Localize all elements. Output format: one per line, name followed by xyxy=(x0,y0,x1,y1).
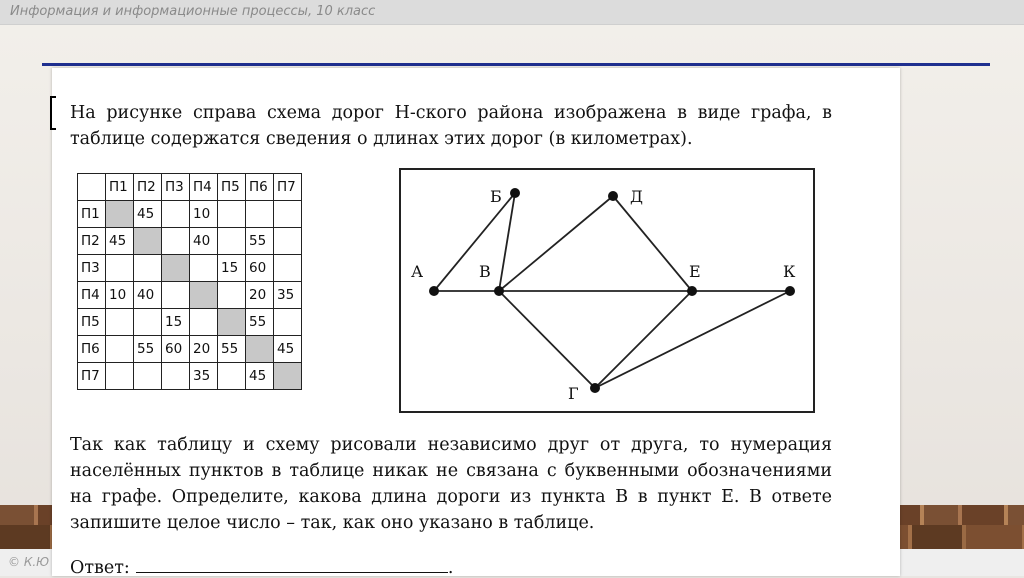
table-cell: 55 xyxy=(246,309,274,336)
table-cell xyxy=(106,336,134,363)
table-cell: 10 xyxy=(106,282,134,309)
edge-G-E xyxy=(595,291,692,388)
table-header-cell: П2 xyxy=(134,174,162,201)
table-row xyxy=(78,282,302,309)
table-cell xyxy=(218,309,246,336)
table-cell xyxy=(190,282,218,309)
table-cell: 40 xyxy=(190,228,218,255)
node-B xyxy=(510,188,520,198)
node-label-A: А xyxy=(411,262,424,281)
table-cell: 45 xyxy=(106,228,134,255)
node-label-V: В xyxy=(479,262,491,281)
table-cell xyxy=(274,363,302,390)
table-header-cell xyxy=(78,174,106,201)
road-graph-svg xyxy=(401,170,813,411)
table-cell xyxy=(134,363,162,390)
answer-row xyxy=(70,556,453,578)
table-header-row xyxy=(78,174,302,201)
table-row-label: П7 xyxy=(78,363,106,390)
table-cell xyxy=(162,255,190,282)
table-cell xyxy=(106,255,134,282)
table-cell: 20 xyxy=(190,336,218,363)
table-cell: 35 xyxy=(274,282,302,309)
table-cell xyxy=(134,309,162,336)
road-graph xyxy=(399,168,815,413)
table-cell xyxy=(274,255,302,282)
table-cell: 35 xyxy=(190,363,218,390)
table-cell xyxy=(274,309,302,336)
edge-V-G xyxy=(499,291,595,388)
table-cell xyxy=(190,309,218,336)
table-cell xyxy=(162,363,190,390)
table-row-label: П2 xyxy=(78,228,106,255)
presentation-title: Информация и информационные процессы, 10 класс xyxy=(10,4,376,19)
table-cell xyxy=(218,201,246,228)
answer-label: Ответ: xyxy=(70,558,130,578)
table-cell: 15 xyxy=(218,255,246,282)
task-body-text: Так как таблицу и схему рисовали независимо друг от друга, то нумерация населённых пунктов в таблице никак не связана с буквенными обозначениями на графе. Определите, какова длина дороги из пункта В в пункт Е. В ответе запишите целое число – так, как оно указано в таблице. xyxy=(70,435,832,533)
table-cell xyxy=(218,363,246,390)
table-cell xyxy=(218,228,246,255)
node-label-D: Д xyxy=(630,187,644,206)
node-label-B: Б xyxy=(490,187,502,206)
table-cell xyxy=(274,201,302,228)
table-row-label: П3 xyxy=(78,255,106,282)
table-cell: 60 xyxy=(162,336,190,363)
table-cell: 45 xyxy=(246,363,274,390)
table-cell: 55 xyxy=(218,336,246,363)
table-cell: 55 xyxy=(134,336,162,363)
edge-B-V xyxy=(499,193,515,291)
table-row-label: П5 xyxy=(78,309,106,336)
node-A xyxy=(429,286,439,296)
node-V xyxy=(494,286,504,296)
answer-suffix: . xyxy=(447,558,454,578)
table-row-label: П6 xyxy=(78,336,106,363)
table-row xyxy=(78,201,302,228)
table-header-cell: П4 xyxy=(190,174,218,201)
task-bracket-mark xyxy=(50,96,56,130)
table-cell xyxy=(274,228,302,255)
table-row xyxy=(78,363,302,390)
table-cell xyxy=(106,363,134,390)
table-cell: 45 xyxy=(134,201,162,228)
table-header-cell: П5 xyxy=(218,174,246,201)
answer-blank-field[interactable] xyxy=(136,556,448,573)
table-cell xyxy=(106,309,134,336)
table-header-cell: П1 xyxy=(106,174,134,201)
task-intro-text: На рисунке справа схема дорог Н-ского района изображена в виде графа, в таблице содержатся сведения о длинах этих дорог (в километрах). xyxy=(70,103,832,149)
table-cell xyxy=(246,201,274,228)
node-label-G: Г xyxy=(568,384,579,403)
edge-D-E xyxy=(613,196,692,291)
edge-A-B xyxy=(434,193,515,291)
table-cell xyxy=(106,201,134,228)
table-cell: 20 xyxy=(246,282,274,309)
table-cell: 15 xyxy=(162,309,190,336)
title-divider-line xyxy=(42,63,990,66)
table-row xyxy=(78,309,302,336)
table-cell: 10 xyxy=(190,201,218,228)
presentation-title-bar xyxy=(0,0,1024,25)
table-row xyxy=(78,228,302,255)
table-cell: 60 xyxy=(246,255,274,282)
table-header-cell: П6 xyxy=(246,174,274,201)
table-header-cell: П7 xyxy=(274,174,302,201)
table-row xyxy=(78,336,302,363)
table-cell xyxy=(134,228,162,255)
table-cell: 40 xyxy=(134,282,162,309)
table-cell xyxy=(162,201,190,228)
table-cell xyxy=(218,282,246,309)
table-row-label: П1 xyxy=(78,201,106,228)
distance-table xyxy=(77,173,302,390)
table-cell xyxy=(246,336,274,363)
table-cell xyxy=(162,282,190,309)
node-D xyxy=(608,191,618,201)
table-cell xyxy=(162,228,190,255)
table-cell: 55 xyxy=(246,228,274,255)
table-cell xyxy=(190,255,218,282)
copyright-text: © К.Ю xyxy=(8,555,50,569)
node-K xyxy=(785,286,795,296)
table-row-label: П4 xyxy=(78,282,106,309)
table-row xyxy=(78,255,302,282)
node-label-E: Е xyxy=(689,262,701,281)
edge-G-K xyxy=(595,291,790,388)
node-label-K: К xyxy=(783,262,796,281)
table-cell xyxy=(134,255,162,282)
node-E xyxy=(687,286,697,296)
edge-V-D xyxy=(499,196,613,291)
table-cell: 45 xyxy=(274,336,302,363)
node-G xyxy=(590,383,600,393)
table-header-cell: П3 xyxy=(162,174,190,201)
